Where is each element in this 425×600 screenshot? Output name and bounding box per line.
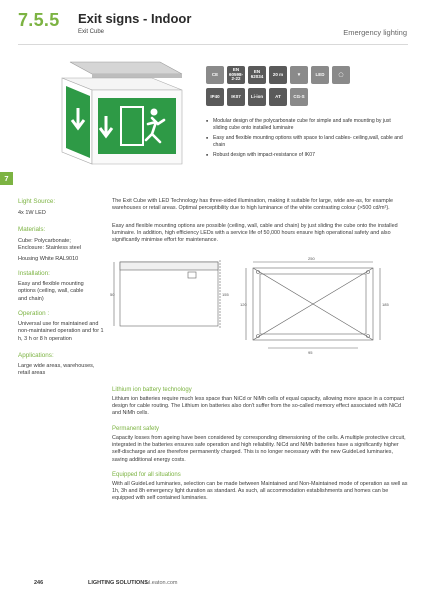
dimension-label: 50 <box>110 292 115 297</box>
equipped-paragraph: With all GuideLed luminaries, selection can be made between Maintained and Non-Maintained mode of operation as well as 1h, 3h and 8h emergency light duration as standard. As such, all accommodation establishments and homes can be equipped with self contained luminaries. <box>112 481 408 502</box>
footer-brand: LIGHTING SOLUTIONS <box>88 580 148 586</box>
liion-paragraph: Lithium ion batteries require much less space than NiCd or NiMh cells of equal capacity, allowing more space in a compact design for cable routing. The Lithium ion batteries also don't suffer from the so-called memory effect associated with NiCd and NiMh cells. <box>112 396 405 417</box>
en-standard-icon: EN 60598-2-22 <box>227 66 245 84</box>
feature-list <box>206 118 406 162</box>
installation-heading: Installation: <box>18 270 50 277</box>
viewing-distance-icon: 20 m <box>269 66 287 84</box>
operation-value: Universal use for maintained and non-maintained operation and for 1 h, 3 h or 8 h operation <box>18 321 104 342</box>
housing-value: Housing White RAL9010 <box>18 256 79 262</box>
installation-value: Easy and flexible mounting options (ceiling, wall, cable and chain) <box>18 281 84 302</box>
applications-heading: Applications: <box>18 352 54 359</box>
ip-rating-icon: IP40 <box>206 88 224 106</box>
en-standard-icon: EN 62034 <box>248 66 266 84</box>
certification-icons <box>206 66 406 110</box>
light-source-heading: Light Source: <box>18 198 56 205</box>
auto-test-icon: AT <box>269 88 287 106</box>
ce-mark-icon: CE <box>206 66 224 84</box>
intro-paragraph-2: Easy and flexible mounting options are possible (ceiling, wall, cable and chain) by just sliding the cube onto the installed luminaire. In addition, high efficiency LEDs with a service life of 50,000 hours ensure high operational safety and also significantly minimise effort for maintenance. <box>112 223 398 244</box>
operation-heading: Operation : <box>18 310 50 317</box>
safety-heading: Permanent safety <box>112 426 160 432</box>
list-item: ■ Modular design of the polycarbonate cube for simple and safe mounting by just sliding cube onto installed luminaire <box>206 118 406 132</box>
product-image <box>32 58 192 168</box>
dimension-drawings <box>108 256 408 376</box>
header-divider <box>18 44 408 45</box>
dimension-label: 120 <box>240 302 247 307</box>
dimension-label: 95 <box>308 350 313 355</box>
intro-paragraph: The Exit Cube with LED Technology has three-sided illumination, making it suitable for large, wide are-as, for example warehouses or retail areas. Optimal perceptibility due to high luminance of the white contrasting colour (>500 cd/m²). <box>112 198 393 212</box>
materials-value: Cube: Polycarbonate; <box>18 238 71 244</box>
equipped-heading: Equipped for all situations <box>112 472 181 478</box>
footer-url: ul.eaton.com <box>146 580 178 586</box>
materials-heading: Materials: <box>18 226 46 233</box>
category-label: Emergency lighting <box>343 28 407 37</box>
dimension-label: 155 <box>222 292 229 297</box>
page-number: 246 <box>34 580 44 586</box>
liion-heading: Lithium ion battery technology <box>112 387 192 393</box>
light-source-value: 4x 1W LED <box>18 210 46 216</box>
globe-icon: ◯ <box>332 66 350 84</box>
led-icon: LED <box>311 66 329 84</box>
chapter-tab: 7 <box>0 172 13 185</box>
dimension-label: 185 <box>382 302 389 307</box>
ik-rating-icon: IK07 <box>227 88 245 106</box>
applications-value: Large wide areas, warehouses, retail areas <box>18 363 95 377</box>
page-subtitle: Exit Cube <box>78 29 105 35</box>
list-item: ■ Easy and flexible mounting options with space to land cables- ceiling,wall, cable and chain <box>206 135 406 149</box>
materials-value: Enclosure: Stainless steel <box>18 245 81 251</box>
mounting-icon: ▼ <box>290 66 308 84</box>
battery-icon: Li-ion <box>248 88 266 106</box>
dimension-label: 250 <box>308 256 315 261</box>
list-item: ■ Robust design with impact-resistance of IK07 <box>206 152 406 159</box>
page-title: Exit signs - Indoor <box>78 11 192 26</box>
cgs-icon: CG-S <box>290 88 308 106</box>
section-number: 7.5.5 <box>18 10 60 30</box>
safety-paragraph: Capacity losses from ageing have been considered by corresponding dimensioning of the cells. A multiple protective circuit, integrated in the batteries ensures safe operation and high reliability. NiCd and NiMh batteries have a significantly higher self-discharge and are therefore permanently charged. This is no longer necessary with the new GuideLed luminaries, saving additional energy costs. <box>112 435 406 463</box>
